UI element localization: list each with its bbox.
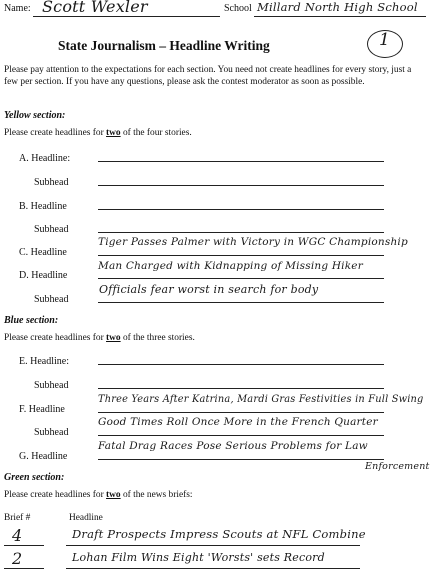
yellow-section-heading: Yellow section:: [4, 110, 66, 121]
page-title: State Journalism – Headline Writing: [58, 38, 270, 53]
blue-label-f-sub: Subhead: [34, 427, 69, 438]
blue-label-g: G. Headline: [19, 451, 68, 462]
name-value: Scott Wexler: [42, 0, 148, 16]
answer-line-d[interactable]: [98, 278, 384, 279]
intro-paragraph: Please pay attention to the expectations for each section. You need not create headlines for every story, just a few per section. If you have any questions, please ask the contest moderator as soon as possible.: [4, 65, 412, 87]
headline-column-header: Headline: [69, 513, 103, 523]
blue-label-f: F. Headline: [19, 404, 65, 415]
school-label: School: [224, 3, 252, 14]
school-underline: [254, 16, 426, 17]
brief-line-1[interactable]: [4, 545, 44, 546]
answer-line-c[interactable]: [98, 255, 384, 256]
school-value: Millard North High School: [257, 0, 418, 14]
brief-number-1: 4: [12, 526, 23, 545]
answer-line-a-sub[interactable]: [98, 185, 384, 186]
yellow-label-d: D. Headline: [19, 270, 68, 281]
yellow-label-b-sub: Subhead: [34, 224, 69, 235]
yellow-label-d-sub: Subhead: [34, 294, 69, 305]
answer-f-sub: Good Times Roll Once More in the French Quarter: [98, 416, 378, 428]
brief-headline-2: Lohan Film Wins Eight 'Worsts' sets Record: [72, 551, 325, 564]
blue-section-heading: Blue section:: [4, 315, 59, 326]
brief-number-2: 2: [12, 549, 23, 568]
headline-line-2[interactable]: [66, 568, 360, 569]
page-number: 1: [379, 30, 391, 50]
name-underline: [33, 16, 220, 17]
green-instruction: Please create headlines for two of the news briefs:: [4, 490, 193, 500]
answer-line-d-sub[interactable]: [98, 302, 384, 303]
name-label: Name:: [4, 3, 31, 14]
answer-c: Tiger Passes Palmer with Victory in WGC Championship: [98, 236, 408, 248]
headline-line-1[interactable]: [66, 545, 360, 546]
answer-line-b-sub[interactable]: [98, 232, 384, 233]
yellow-instruction: Please create headlines for two of the four stories.: [4, 128, 192, 138]
blue-label-e-sub: Subhead: [34, 380, 69, 391]
answer-line-e-sub[interactable]: [98, 388, 384, 389]
answer-d-sub: Officials fear worst in search for body: [99, 283, 319, 296]
blue-label-e: E. Headline:: [19, 356, 69, 367]
answer-line-f[interactable]: [98, 412, 384, 413]
brief-line-2[interactable]: [4, 568, 44, 569]
brief-headline-1: Draft Prospects Impress Scouts at NFL Combine: [72, 527, 366, 541]
blue-instruction: Please create headlines for two of the three stories.: [4, 333, 195, 343]
brief-column-header: Brief #: [4, 513, 31, 523]
answer-line-b[interactable]: [98, 209, 384, 210]
yellow-label-c: C. Headline: [19, 247, 67, 258]
answer-g-continued: Enforcement: [365, 461, 430, 472]
answer-line-f-sub[interactable]: [98, 435, 384, 436]
answer-line-a[interactable]: [98, 161, 384, 162]
answer-d: Man Charged with Kidnapping of Missing Hiker: [98, 260, 363, 272]
answer-line-e[interactable]: [98, 364, 384, 365]
yellow-label-a: A. Headline:: [19, 153, 71, 164]
yellow-label-b: B. Headline: [19, 201, 67, 212]
answer-line-g[interactable]: [98, 459, 384, 460]
answer-g: Fatal Drag Races Pose Serious Problems for Law: [98, 440, 368, 452]
yellow-label-a-sub: Subhead: [34, 177, 69, 188]
green-section-heading: Green section:: [4, 472, 65, 483]
answer-f: Three Years After Katrina, Mardi Gras Festivities in Full Swing: [98, 394, 424, 405]
